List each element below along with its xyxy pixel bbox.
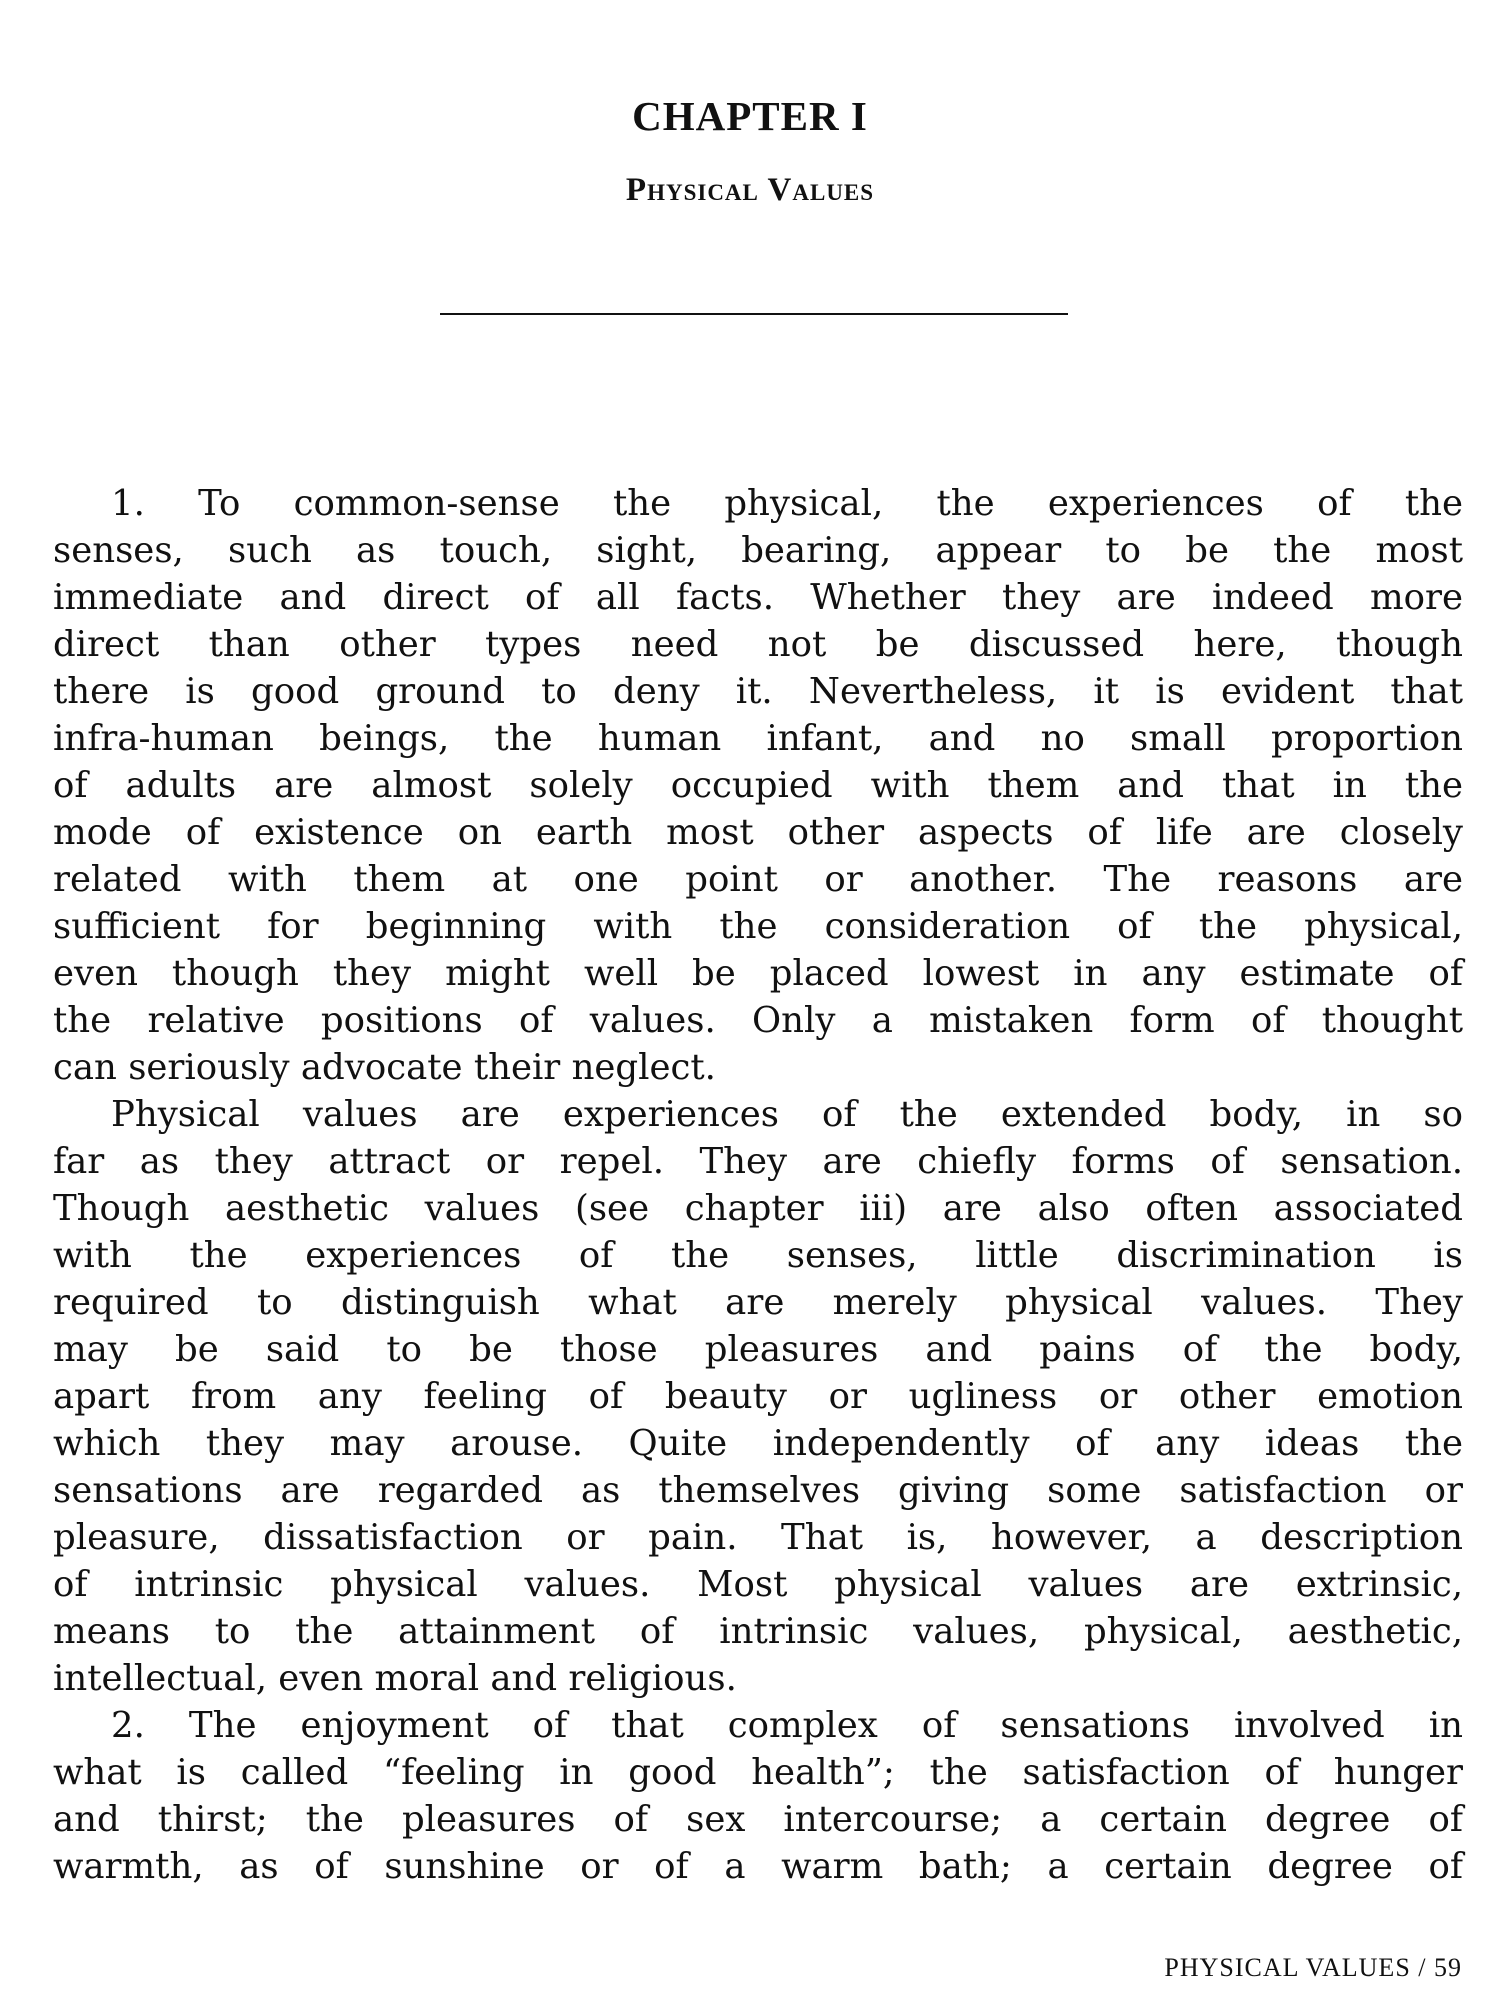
chapter-title: CHAPTER I [632, 93, 868, 139]
text-line: even though they might well be placed lowest in any estimate of [53, 953, 1463, 994]
text-line: infra-human beings, the human infant, and no small proportion [53, 718, 1463, 759]
text-line: immediate and direct of all facts. Whether they are indeed more [53, 577, 1463, 618]
text-line: apart from any feeling of beauty or ugliness or other emotion [53, 1376, 1463, 1417]
body-text [53, 480, 1463, 1890]
text-line: mode of existence on earth most other aspects of life are closely [53, 812, 1463, 853]
text-line: intellectual, even moral and religious. [53, 1658, 737, 1699]
text-line: and thirst; the pleasures of sex intercourse; a certain degree of [53, 1799, 1463, 1840]
text-line: of adults are almost solely occupied with them and that in the [53, 765, 1463, 806]
text-line: 2. The enjoyment of that complex of sensations involved in [111, 1705, 1463, 1746]
text-line: can seriously advocate their neglect. [53, 1047, 716, 1088]
running-footer: PHYSICAL VALUES / 59 [1164, 1953, 1462, 1982]
text-line: 1. To common-sense the physical, the experiences of the [111, 483, 1463, 524]
text-line: the relative positions of values. Only a mistaken form of thought [53, 1000, 1463, 1041]
text-line: far as they attract or repel. They are chiefly forms of sensation. [53, 1141, 1463, 1182]
text-line: there is good ground to deny it. Nevertheless, it is evident that [53, 671, 1463, 712]
text-line: of intrinsic physical values. Most physical values are extrinsic, [53, 1564, 1463, 1605]
section-divider [440, 313, 1068, 315]
text-line: direct than other types need not be discussed here, though [53, 624, 1463, 665]
text-line: may be said to be those pleasures and pains of the body, [53, 1329, 1463, 1370]
text-line: which they may arouse. Quite independently of any ideas the [53, 1423, 1463, 1464]
text-line: pleasure, dissatisfaction or pain. That is, however, a description [53, 1517, 1463, 1558]
text-line: means to the attainment of intrinsic values, physical, aesthetic, [53, 1611, 1463, 1652]
text-line: warmth, as of sunshine or of a warm bath; a certain degree of [53, 1846, 1463, 1887]
text-line: Physical values are experiences of the extended body, in so [111, 1094, 1463, 1135]
text-line: senses, such as touch, sight, bearing, appear to be the most [53, 530, 1463, 571]
text-line: related with them at one point or another. The reasons are [53, 859, 1463, 900]
text-line: sufficient for beginning with the consideration of the physical, [53, 906, 1463, 947]
text-line: with the experiences of the senses, little discrimination is [53, 1235, 1463, 1276]
chapter-subtitle: Physical Values [625, 172, 875, 208]
text-line: sensations are regarded as themselves giving some satisfaction or [53, 1470, 1463, 1511]
text-line: required to distinguish what are merely physical values. They [53, 1282, 1463, 1323]
text-line: Though aesthetic values (see chapter iii) are also often associated [53, 1188, 1463, 1229]
text-line: what is called “feeling in good health”; the satisfaction of hunger [53, 1752, 1463, 1793]
